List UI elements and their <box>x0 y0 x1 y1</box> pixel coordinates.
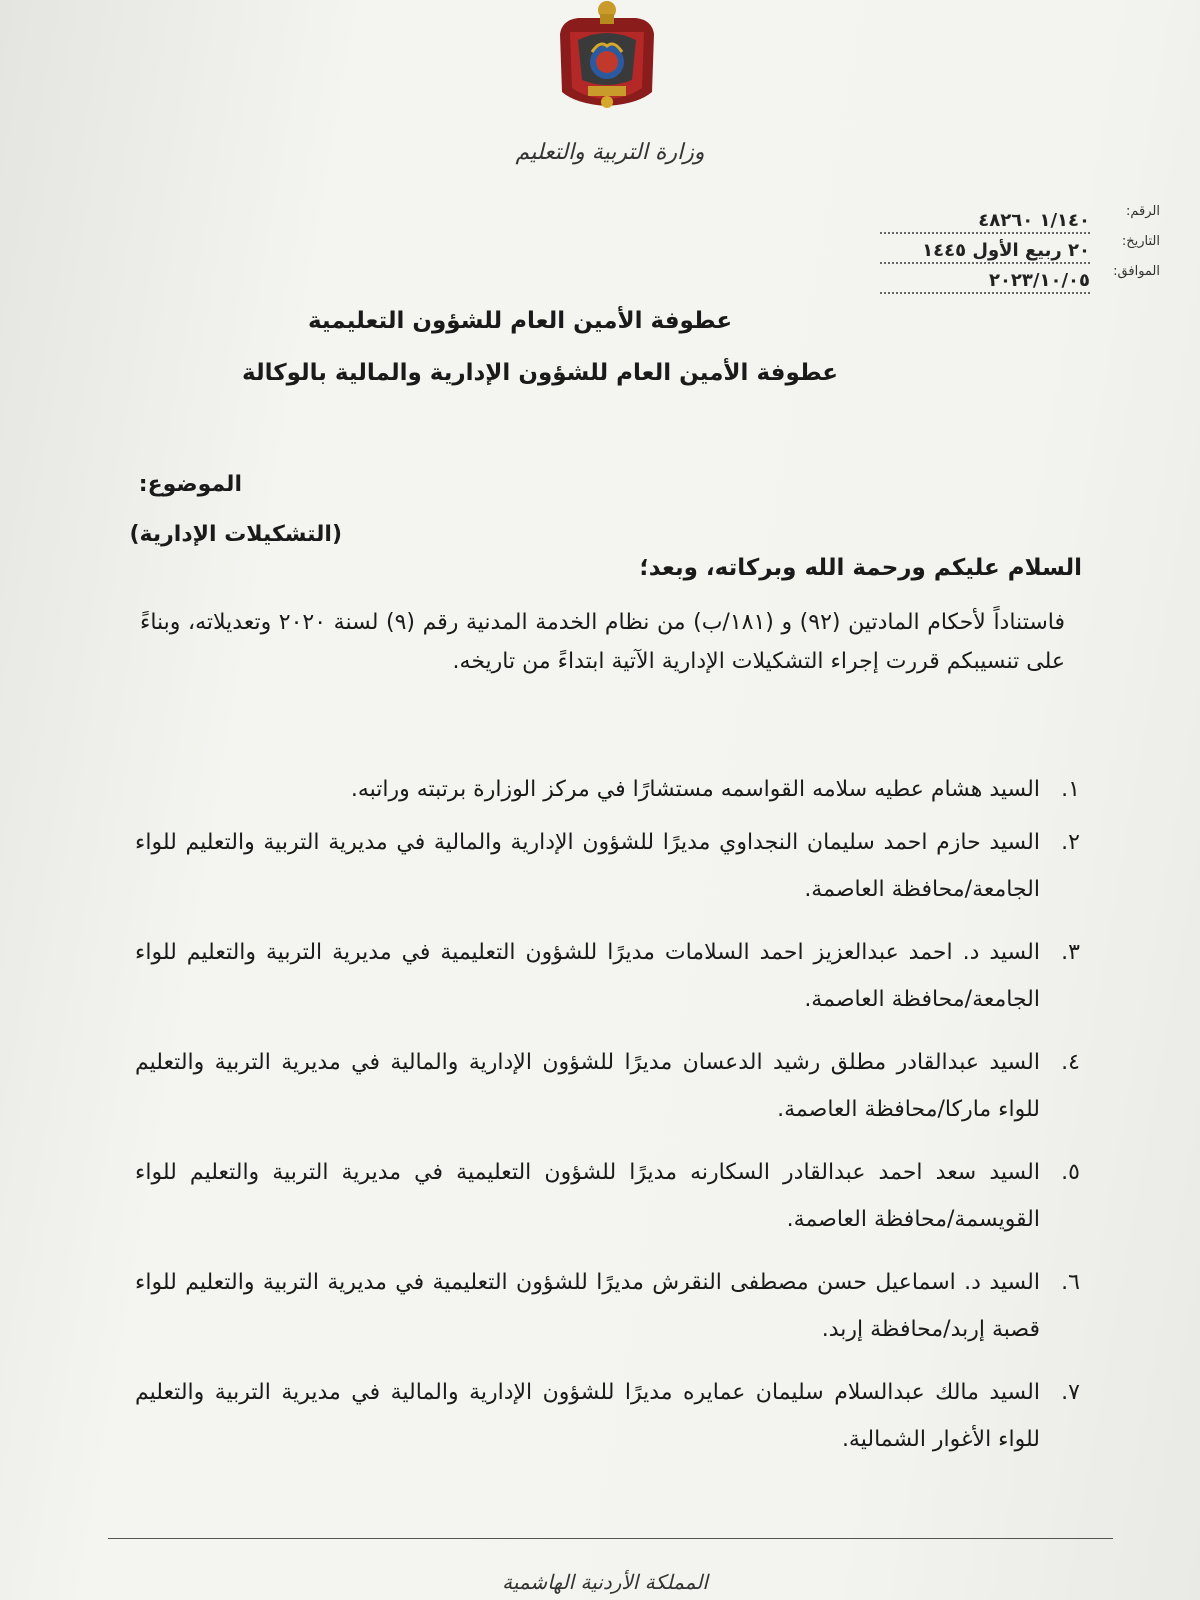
list-item <box>135 1039 1080 1133</box>
ministry-name: وزارة التربية والتعليم <box>515 140 705 165</box>
footer-divider <box>108 1538 1113 1539</box>
item-text: السيد د. اسماعيل حسن مصطفى النقرش مديرًا للشؤون التعليمية في مديرية التربية والتعليم للواء قصبة إربد/محافظة إربد. <box>135 1270 1040 1342</box>
addressee-line-2: عطوفة الأمين العام للشؤون الإدارية والمالية بالوكالة <box>242 360 838 386</box>
item-number: ٣. <box>1061 940 1080 965</box>
list-item <box>135 819 1080 913</box>
gregorian-date-value: ٢٠٢٣/١٠/٠٥ <box>880 270 1090 294</box>
body-paragraph: فاستناداً لأحكام المادتين (٩٢) و (١٨١/ب) من نظام الخدمة المدنية رقم (٩) لسنة ٢٠٢٠ وتعديلاته، وبناءً على تنسيبكم قررت إجراء التشكيلات الإدارية الآتية ابتداءً من تاريخه. <box>140 610 1065 674</box>
item-text: السيد عبدالقادر مطلق رشيد الدعسان مديرًا للشؤون الإدارية والمالية في مديرية التربية والتعليم للواء ماركا/محافظة العاصمة. <box>135 1050 1040 1122</box>
list-item <box>135 929 1080 1023</box>
reference-number-value: ١/١٤٠ ٤٨٢٦٠ <box>880 210 1090 234</box>
item-number: ٦. <box>1061 1270 1080 1295</box>
item-number: ١. <box>1061 777 1080 802</box>
reference-number-row <box>840 200 1160 230</box>
list-item <box>135 1149 1080 1243</box>
coat-of-arms-emblem <box>548 0 666 118</box>
list-item <box>135 766 1080 813</box>
reference-number-label: الرقم: <box>1126 204 1160 219</box>
item-number: ٧. <box>1061 1380 1080 1405</box>
item-text: السيد سعد احمد عبدالقادر السكارنه مديرًا للشؤون التعليمية في مديرية التربية والتعليم للواء القويسمة/محافظة العاصمة. <box>135 1160 1040 1232</box>
footer-country-name: المملكة الأردنية الهاشمية <box>502 1570 708 1594</box>
hijri-date-row <box>840 230 1160 260</box>
item-text: السيد حازم احمد سليمان النجداوي مديرًا للشؤون الإدارية والمالية في مديرية التربية والتعليم للواء الجامعة/محافظة العاصمة. <box>135 830 1040 902</box>
item-text: السيد مالك عبدالسلام سليمان عمايره مديرًا للشؤون الإدارية والمالية في مديرية التربية والتعليم للواء الأغوار الشمالية. <box>135 1380 1040 1452</box>
list-item <box>135 1259 1080 1353</box>
item-number: ٥. <box>1061 1160 1080 1185</box>
letter-metadata <box>840 200 1160 290</box>
item-text: السيد د. احمد عبدالعزيز احمد السلامات مديرًا للشؤون التعليمية في مديرية التربية والتعليم للواء الجامعة/محافظة العاصمة. <box>135 940 1040 1012</box>
addressee-line-1: عطوفة الأمين العام للشؤون التعليمية <box>307 308 733 334</box>
gregorian-date-label: الموافق: <box>1113 264 1160 279</box>
item-number: ٤. <box>1061 1050 1080 1075</box>
subject-value: (التشكيلات الإدارية) <box>129 522 342 547</box>
greeting: السلام عليكم ورحمة الله وبركاته، وبعد؛ <box>639 555 1082 581</box>
hijri-date-label: التاريخ: <box>1121 234 1160 249</box>
decision-list <box>135 766 1080 1479</box>
item-number: ٢. <box>1061 830 1080 855</box>
subject-label: الموضوع: <box>138 472 242 497</box>
gregorian-date-row <box>840 260 1160 290</box>
list-item <box>135 1369 1080 1463</box>
item-text: السيد هشام عطيه سلامه القواسمه مستشارًا في مركز الوزارة برتبته وراتبه. <box>350 777 1040 802</box>
hijri-date-value: ٢٠ ربيع الأول ١٤٤٥ <box>880 240 1090 264</box>
